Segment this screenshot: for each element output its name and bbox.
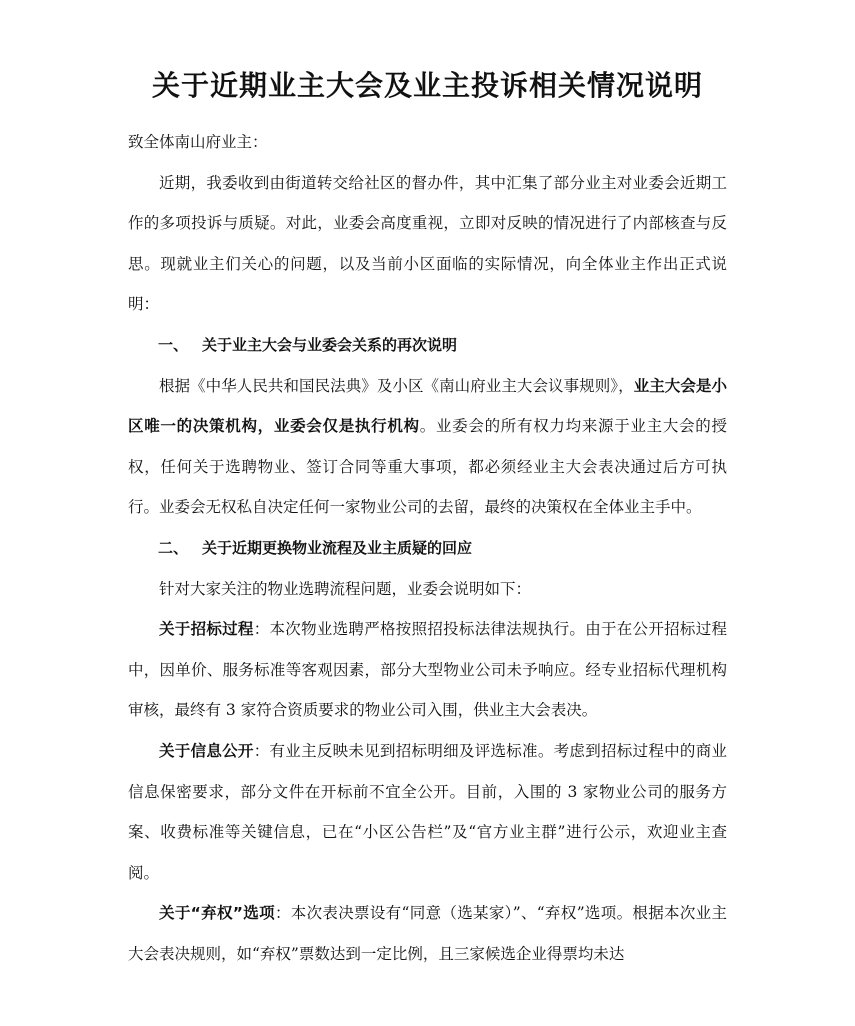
section-1-number: 一、 [158,335,189,354]
item-text: ：本次物业选聘严格按照招投标法律法规执行。由于在公开招标过程中，因单价、服务标准等客观因素，部分大型物业公司未予响应。经专业招标代理机构审核，最终有 3 家符合资质要求的物业公司入围，供业主大会表决。 [128,620,727,720]
document-body [128,122,727,974]
section-1-text-post: 。业委会的所有权力均来源于业主大会的授权，任何关于选聘物业、签订合同等重大事项，都必须经业主大会表决通过后方可执行。业委会无权私自决定任何一家物业公司的去留，最终的决策权在全体业主手中。 [128,417,727,517]
section-1-heading-text: 关于业主大会与业委会关系的再次说明 [202,335,458,354]
item-label: 关于招标过程 [159,620,254,639]
document-title: 关于近期业主大会及业主投诉相关情况说明 [151,69,703,102]
section-2-item-bidding [128,609,727,731]
item-text: ：本次表决票设有“同意（选某家）”、“弃权”选项。根据本次业主大会表决规则，如“弃权”票数达到一定比例，且三家候选企业得票均未达 [128,904,727,963]
section-1-paragraph [128,366,727,528]
section-2-item-disclosure [128,731,727,893]
section-2-item-abstain [128,893,727,974]
section-2-heading-text: 关于近期更换物业流程及业主质疑的回应 [202,538,473,557]
item-label: 关于信息公开 [159,741,254,760]
section-1-emphasis: 业主大会是小区唯一的决策机构，业委会仅是执行机构 [128,376,727,436]
salutation: 致全体南山府业主： [128,133,268,151]
section-2-lead: 针对大家关注的物业选聘流程问题，业委会说明如下： [159,579,532,598]
section-2-heading [128,528,727,569]
item-text: ：有业主反映未见到招标明细及评选标准。考虑到招标过程中的商业信息保密要求，部分文件在开标前不宜全公开。目前，入围的 3 家物业公司的服务方案、收费标准等关键信息，已在“小区公告栏”及“官方业主群”进行公示，欢迎业主查阅。 [128,741,727,882]
item-label: 关于“弃权”选项 [159,904,275,923]
section-1-heading [128,325,727,366]
section-1-text-pre: 根据《中华人民共和国民法典》及小区《南山府业主大会议事规则》， [159,376,634,395]
section-2-number: 二、 [158,538,189,557]
intro-paragraph: 近期，我委收到由街道转交给社区的督办件，其中汇集了部分业主对业委会近期工作的多项投诉与质疑。对此，业委会高度重视，立即对反映的情况进行了内部核查与反思。现就业主们关心的问题，以及当前小区面临的实际情况，向全体业主作出正式说明： [128,173,727,314]
